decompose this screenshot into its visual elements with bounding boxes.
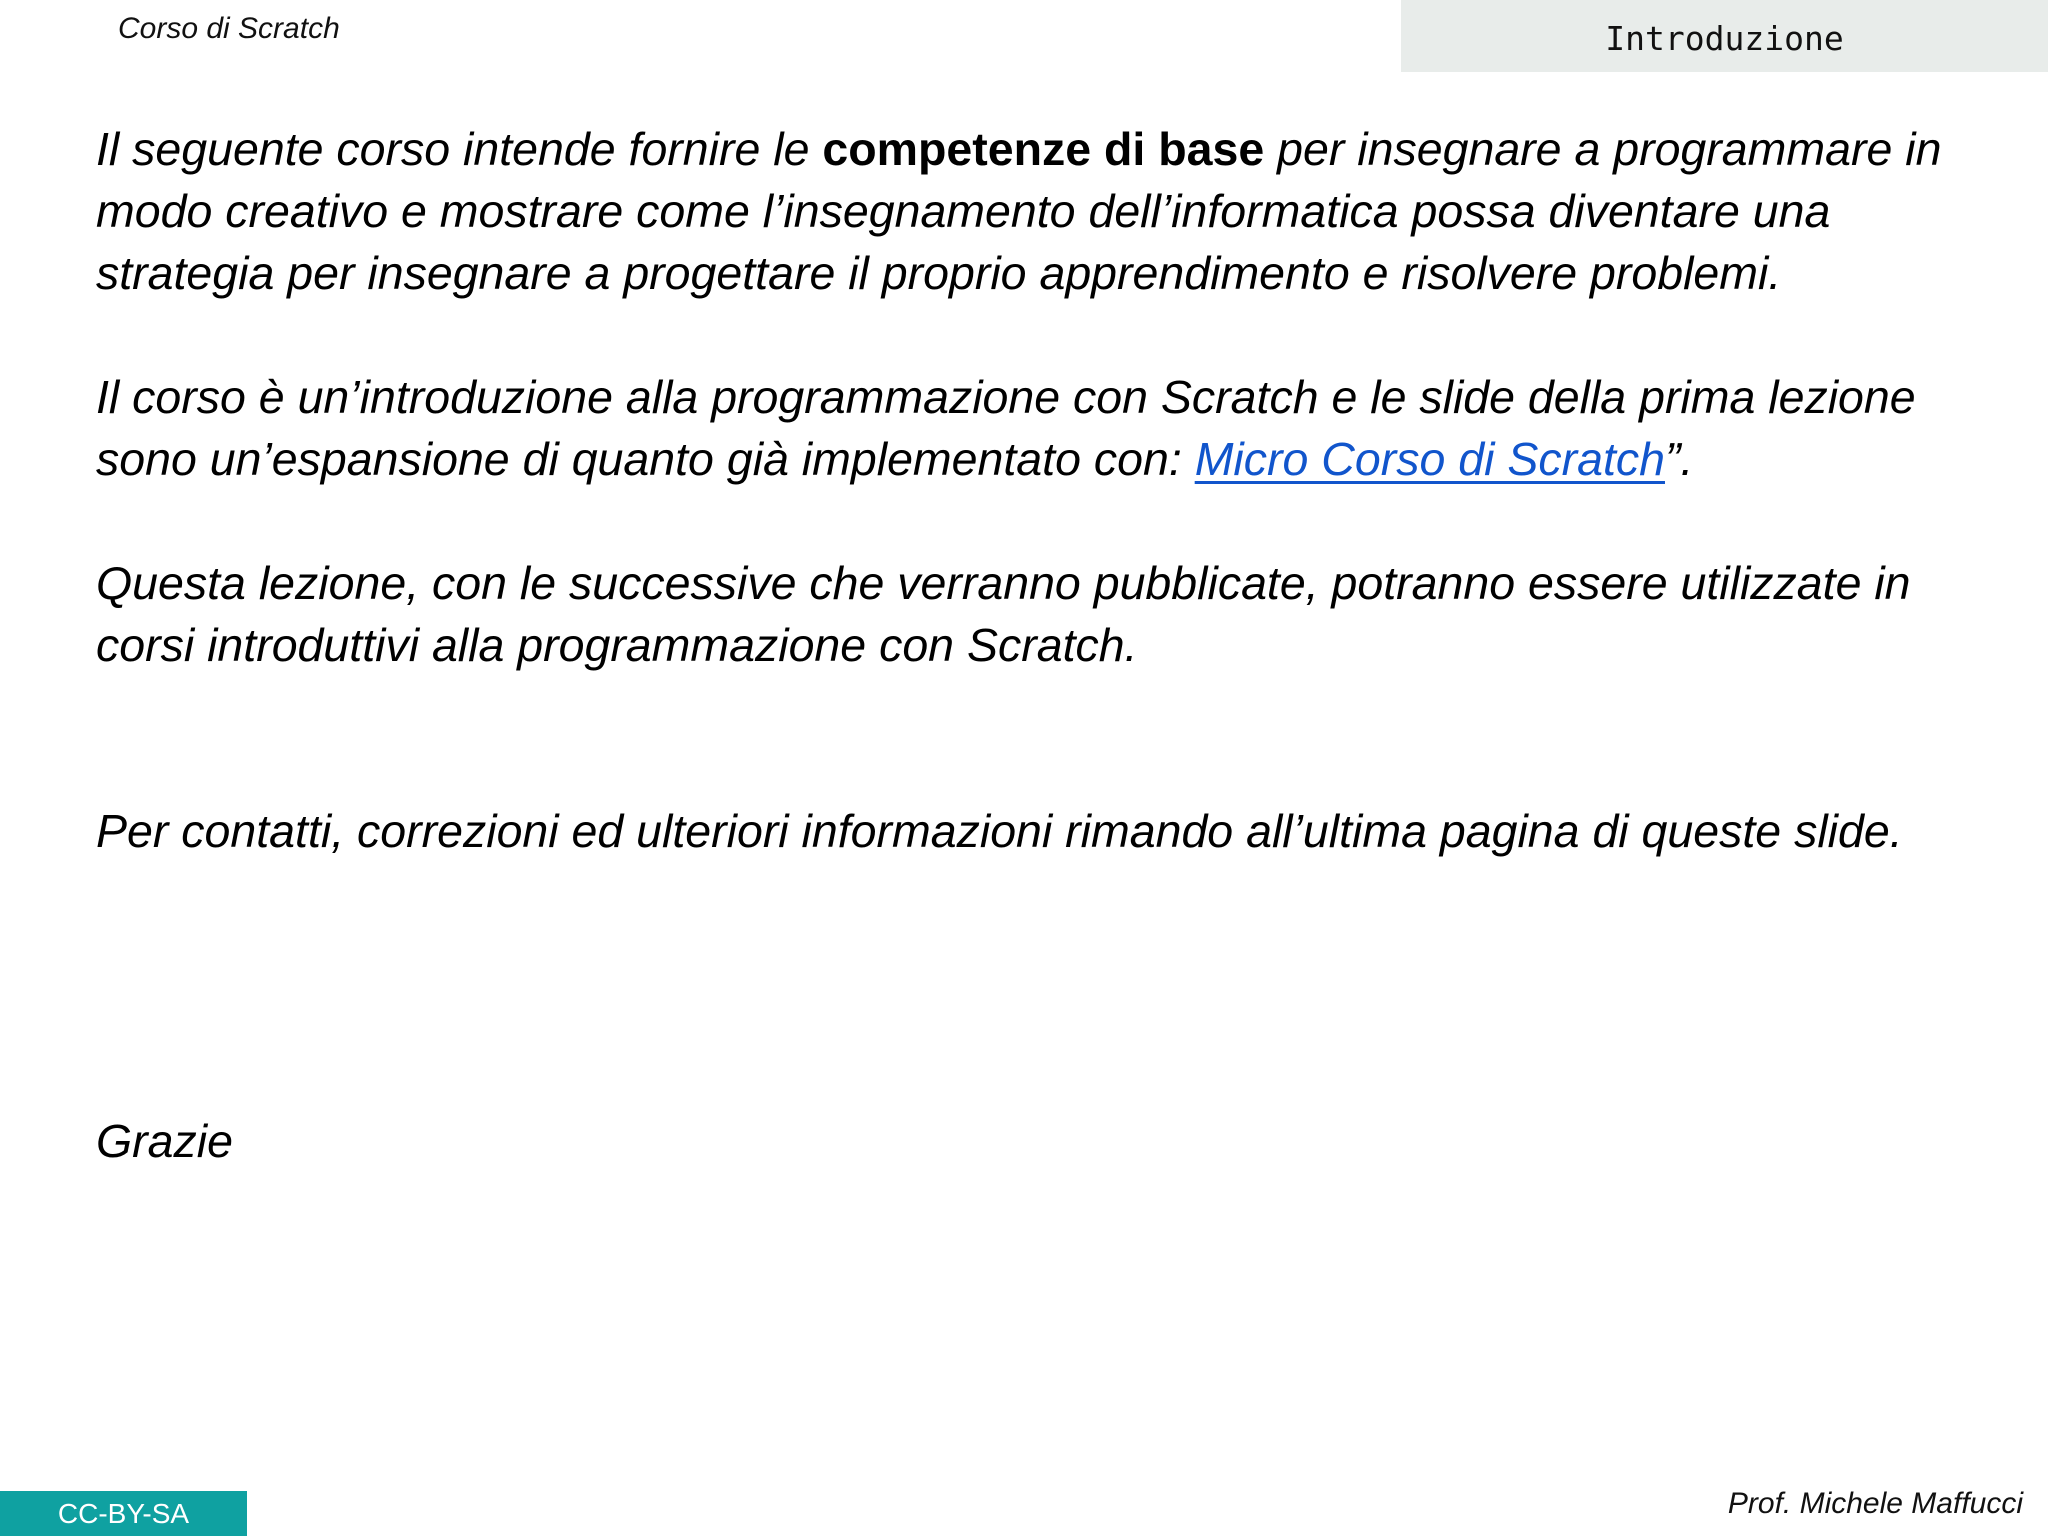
paragraph-intro [96,118,1976,304]
paragraph-contacts: Per contatti, correzioni ed ulteriori informazioni rimando all’ultima pagina di queste slide. [96,805,1903,857]
intro-bold-phrase: competenze di base [822,123,1265,175]
intro-text-end: per insegnare a programmare in modo creativo e mostrare come l’insegnamento dell’informatica possa diventare una strategia per insegnare a progettare il proprio apprendimento e risolvere problemi. [96,123,1942,299]
micro-corso-link[interactable]: Micro Corso di Scratch [1194,433,1665,485]
paragraph-course [96,366,1976,490]
author-name: Prof. Michele Maffucci [1727,1487,2023,1520]
paragraph-lesson: Questa lezione, con le successive che verranno pubblicate, potranno essere utilizzate in corsi introduttivi alla programmazione con Scratch. [96,557,1911,671]
course-label: Corso di Scratch [118,12,340,45]
section-title-tab [1401,0,2048,72]
course-text-end: ”. [1664,433,1694,485]
course-text-start: Il corso è un’introduzione alla programmazione con Scratch e le slide della prima lezione sono un’espansione di quanto già implementato con: [96,371,1916,485]
paragraph-thanks: Grazie [96,1115,233,1167]
slide-body [96,118,1976,1172]
license-badge: CC-BY-SA [0,1491,247,1536]
section-title: Introduzione [1605,18,1844,58]
intro-text-start: Il seguente corso intende fornire le [96,123,823,175]
